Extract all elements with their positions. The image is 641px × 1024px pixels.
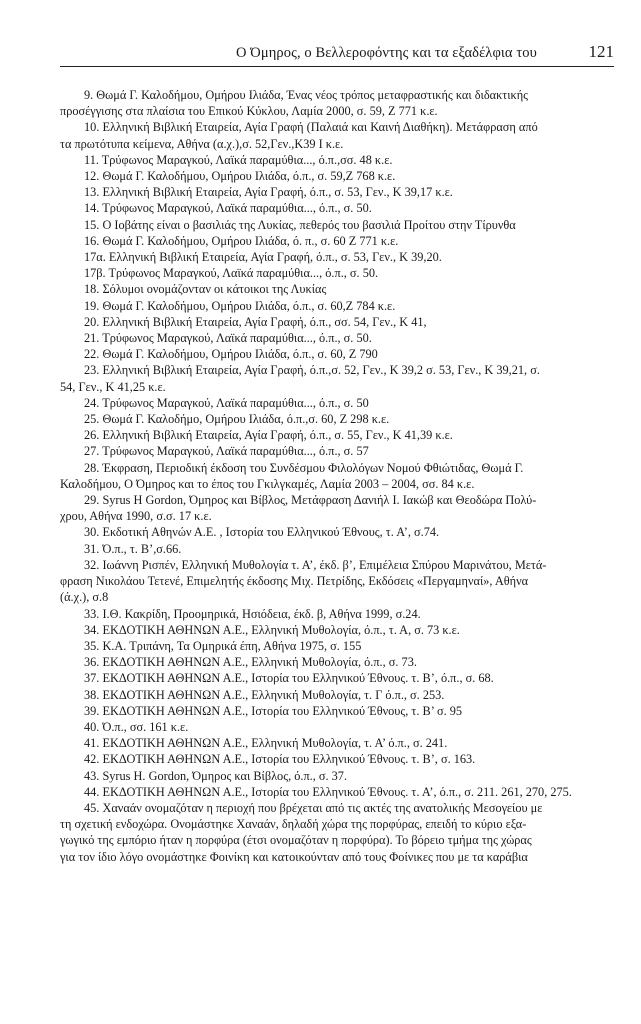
endnote-line: 10. Ελληνική Βιβλική Εταιρεία, Αγία Γραφή (Παλαιά και Καινή Διαθήκη). Μετάφραση από bbox=[84, 120, 538, 135]
endnote-item bbox=[60, 362, 614, 394]
running-header bbox=[60, 44, 614, 67]
endnote-line: 33. Ι.Θ. Κακρίδη, Προομηρικά, Ησιόδεια, έκδ. β, Αθήνα 1999, σ.24. bbox=[84, 606, 421, 621]
endnote-line: 35. Κ.Α. Τριπάνη, Τα Ομηρικά έπη, Αθήνα 1975, σ. 155 bbox=[84, 638, 362, 653]
endnote-line: προσέγγισης στα πλαίσια του Επικού Κύκλου, Λαμία 2000, σ. 59, Ζ 771 κ.ε. bbox=[60, 104, 438, 119]
endnote-line: 21. Τρύφωνος Μαραγκού, Λαϊκά παραμύθια..., ό.π., σ. 50. bbox=[84, 331, 372, 346]
endnote-item bbox=[60, 460, 614, 492]
endnote-item bbox=[60, 314, 614, 330]
endnote-item bbox=[60, 492, 614, 524]
endnote-line: χρου, Αθήνα 1990, σ.σ. 17 κ.ε. bbox=[60, 509, 212, 524]
endnote-item bbox=[60, 735, 614, 751]
endnote-line: τα πρωτότυπα κείμενα, Αθήνα (α.χ.),σ. 52,Γεν.,Κ39 Ι κ.ε. bbox=[60, 136, 344, 151]
endnote-line: 37. ΕΚΔΟΤΙΚΗ ΑΘΗΝΩΝ Α.Ε., Ιστορία του Ελληνικού Έθνους. τ. Β’, ό.π., σ. 68. bbox=[84, 671, 494, 686]
endnote-line: 32. Ιωάννη Ρισπέν, Ελληνική Μυθολογία τ. Α’, έκδ. β’, Επιμέλεια Σπύρου Μαρινάτου, Μετά- bbox=[84, 557, 547, 572]
endnote-line: 20. Ελληνική Βιβλική Εταιρεία, Αγία Γραφή, ό.π., σσ. 54, Γεν., Κ 41, bbox=[84, 314, 427, 329]
endnote-item bbox=[60, 265, 614, 281]
endnote-line: 17β. Τρύφωνος Μαραγκού, Λαϊκά παραμύθια..., ό.π., σ. 50. bbox=[84, 266, 379, 281]
endnote-line: 19. Θωμά Γ. Καλοδήμου, Ομήρου Ιλιάδα, ό.π., σ. 60,Ζ 784 κ.ε. bbox=[84, 298, 396, 313]
endnote-item bbox=[60, 622, 614, 638]
endnote-line: 18. Σόλυμοι ονομάζονταν οι κάτοικοι της Λυκίας bbox=[84, 282, 327, 297]
endnote-line: 30. Εκδοτική Αθηνών Α.Ε. , Ιστορία του Ελληνικού Έθνους, τ. Α’, σ.74. bbox=[84, 525, 440, 540]
endnote-item bbox=[60, 719, 614, 735]
endnote-line: 54, Γεν., Κ 41,25 κ.ε. bbox=[60, 379, 166, 394]
endnote-item bbox=[60, 298, 614, 314]
endnote-item bbox=[60, 541, 614, 557]
endnote-item bbox=[60, 281, 614, 297]
endnote-line: 26. Ελληνική Βιβλική Εταιρεία, Αγία Γραφή, ό.π., σ. 55, Γεν., Κ 41,39 κ.ε. bbox=[84, 428, 453, 443]
endnote-line: 41. ΕΚΔΟΤΙΚΗ ΑΘΗΝΩΝ Α.Ε., Ελληνική Μυθολογία, τ. Α’ ό.π., σ. 241. bbox=[84, 736, 448, 751]
endnote-line: 36. ΕΚΔΟΤΙΚΗ ΑΘΗΝΩΝ Α.Ε., Ελληνική Μυθολογία, ό.π., σ. 73. bbox=[84, 655, 417, 670]
endnote-item bbox=[60, 784, 614, 800]
endnote-item bbox=[60, 557, 614, 606]
endnote-line: 39. ΕΚΔΟΤΙΚΗ ΑΘΗΝΩΝ Α.Ε., Ιστορία του Ελληνικού Έθνους, τ. Β’ σ. 95 bbox=[84, 703, 463, 718]
endnote-line: 34. ΕΚΔΟΤΙΚΗ ΑΘΗΝΩΝ Α.Ε., Ελληνική Μυθολογία, ό.π., τ. Α, σ. 73 κ.ε. bbox=[84, 622, 460, 637]
endnote-line: 13. Ελληνική Βιβλική Εταιρεία, Αγία Γραφή, ό.π., σ. 53, Γεν., Κ 39,17 κ.ε. bbox=[84, 185, 453, 200]
endnote-line: για τον ίδιο λόγο ονομάστηκε Φοινίκη και κατοικούνταν από τους Φοίνικες που με τα καράβια bbox=[60, 849, 528, 864]
endnote-item bbox=[60, 654, 614, 670]
endnote-item bbox=[60, 168, 614, 184]
endnote-item bbox=[60, 346, 614, 362]
endnote-item bbox=[60, 330, 614, 346]
endnote-item bbox=[60, 638, 614, 654]
endnote-item bbox=[60, 233, 614, 249]
endnote-line: φραση Νικολάου Τετενέ, Επιμελητής έκδοσης Μιχ. Πετρίδης, Εκδόσεις «Περγαμηναί», Αθήνα bbox=[60, 574, 529, 589]
endnotes-list bbox=[60, 87, 614, 865]
endnote-item bbox=[60, 751, 614, 767]
endnote-line: 23. Ελληνική Βιβλική Εταιρεία, Αγία Γραφή, ό.π.,σ. 52, Γεν., Κ 39,2 σ. 53, Γεν., Κ 39,21, σ. bbox=[84, 363, 540, 378]
endnote-line: 11. Τρύφωνος Μαραγκού, Λαϊκά παραμύθια..., ό.π.,σσ. 48 κ.ε. bbox=[84, 152, 393, 167]
endnote-item bbox=[60, 443, 614, 459]
endnote-item bbox=[60, 217, 614, 233]
endnote-line: 14. Τρύφωνος Μαραγκού, Λαϊκά παραμύθια..., ό.π., σ. 50. bbox=[84, 201, 372, 216]
endnote-line: 9. Θωμά Γ. Καλοδήμου, Ομήρου Ιλιάδα, Ένας νέος τρόπος μεταφραστικής και διδακτικής bbox=[84, 88, 529, 102]
endnote-item bbox=[60, 119, 614, 151]
endnote-line: 17α. Ελληνική Βιβλική Εταιρεία, Αγία Γραφή, ό.π., σ. 53, Γεν., Κ 39,20. bbox=[84, 250, 442, 265]
endnote-line: 22. Θωμά Γ. Καλοδήμου, Ομήρου Ιλιάδα, ό.π., σ. 60, Ζ 790 bbox=[84, 347, 378, 362]
endnote-item bbox=[60, 249, 614, 265]
endnote-line: 40. Ό.π., σσ. 161 κ.ε. bbox=[84, 719, 189, 734]
endnote-item bbox=[60, 395, 614, 411]
endnote-item bbox=[60, 687, 614, 703]
endnote-item bbox=[60, 152, 614, 168]
endnote-item bbox=[60, 427, 614, 443]
endnote-line: 16. Θωμά Γ. Καλοδήμου, Ομήρου Ιλιάδα, ό. π., σ. 60 Ζ 771 κ.ε. bbox=[84, 233, 399, 248]
endnote-line: (ά.χ.), σ.8 bbox=[60, 590, 109, 605]
endnote-line: 24. Τρύφωνος Μαραγκού, Λαϊκά παραμύθια..., ό.π., σ. 50 bbox=[84, 395, 369, 410]
endnote-item bbox=[60, 411, 614, 427]
endnote-item bbox=[60, 184, 614, 200]
endnote-line: γωγικό της εμπόριο ήταν η πορφύρα (έτσι ονομαζόταν η πορφύρα). Το βόρειο τμήμα της χώρας bbox=[60, 833, 532, 848]
endnote-line: 42. ΕΚΔΟΤΙΚΗ ΑΘΗΝΩΝ Α.Ε., Ιστορία του Ελληνικού Έθνους. τ. Β’, σ. 163. bbox=[84, 752, 476, 767]
endnote-line: 44. ΕΚΔΟΤΙΚΗ ΑΘΗΝΩΝ Α.Ε., Ιστορία του Ελληνικού Έθνους. τ. Α’, ό.π., σ. 211. 261, 270, 275. bbox=[84, 784, 572, 799]
endnote-item bbox=[60, 703, 614, 719]
endnote-line: 15. Ο Ιοβάτης είναι ο βασιλιάς της Λυκίας, πεθερός του βασιλιά Προίτου στην Τίρυνθα bbox=[84, 217, 516, 232]
endnote-line: 12. Θωμά Γ. Καλοδήμου, Ομήρου Ιλιάδα, ό.π., σ. 59,Ζ 768 κ.ε. bbox=[84, 169, 396, 184]
page-number: 121 bbox=[588, 42, 614, 61]
endnote-line: Καλοδήμου, Ο Όμηρος και το έπος του Γκιλγκαμές, Λαμία 2003 – 2004, σσ. 84 κ.ε. bbox=[60, 476, 475, 491]
endnote-line: 25. Θωμά Γ. Καλοδήμο, Ομήρου Ιλιάδα, ό.π.,σ. 60, Ζ 298 κ.ε. bbox=[84, 412, 390, 427]
endnote-item bbox=[60, 800, 614, 865]
endnote-item bbox=[60, 606, 614, 622]
endnote-line: 43. Syrus H. Gordon, Όμηρος και Βίβλος, ό.π., σ. 37. bbox=[84, 768, 348, 783]
endnote-line: 31. Ό.π., τ. Β’,σ.66. bbox=[84, 541, 182, 556]
endnote-item bbox=[60, 200, 614, 216]
endnote-line: 27. Τρύφωνος Μαραγκού, Λαϊκά παραμύθια..., ό.π., σ. 57 bbox=[84, 444, 369, 459]
endnote-line: 29. Syrus H Gordon, Όμηρος και Βίβλος, Μετάφραση Δανιήλ Ι. Ιακώβ και Θεοδώρα Πολύ- bbox=[84, 493, 537, 508]
endnote-line: 38. ΕΚΔΟΤΙΚΗ ΑΘΗΝΩΝ Α.Ε., Ελληνική Μυθολογία, τ. Γ ό.π., σ. 253. bbox=[84, 687, 445, 702]
endnote-line: 28. Έκφραση, Περιοδική έκδοση του Συνδέσμου Φιλολόγων Νομού Φθιώτιδας, Θωμά Γ. bbox=[84, 460, 524, 475]
endnote-item bbox=[60, 670, 614, 686]
endnote-line: 45. Χαναάν ονομαζόταν η περιοχή που βρέχεται από τις ακτές της ανατολικής Μεσογείου με bbox=[84, 800, 543, 815]
endnote-item bbox=[60, 524, 614, 540]
endnote-line: τη σχετική ενδοχώρα. Ονομάστηκε Χαναάν, δηλαδή χώρα της πορφύρας, επειδή το κύριο εξα- bbox=[60, 817, 527, 832]
endnote-item bbox=[60, 87, 614, 119]
endnote-item bbox=[60, 768, 614, 784]
running-title: Ο Όμηρος, ο Βελλεροφόντης και τα εξαδέλφια του bbox=[236, 45, 537, 61]
